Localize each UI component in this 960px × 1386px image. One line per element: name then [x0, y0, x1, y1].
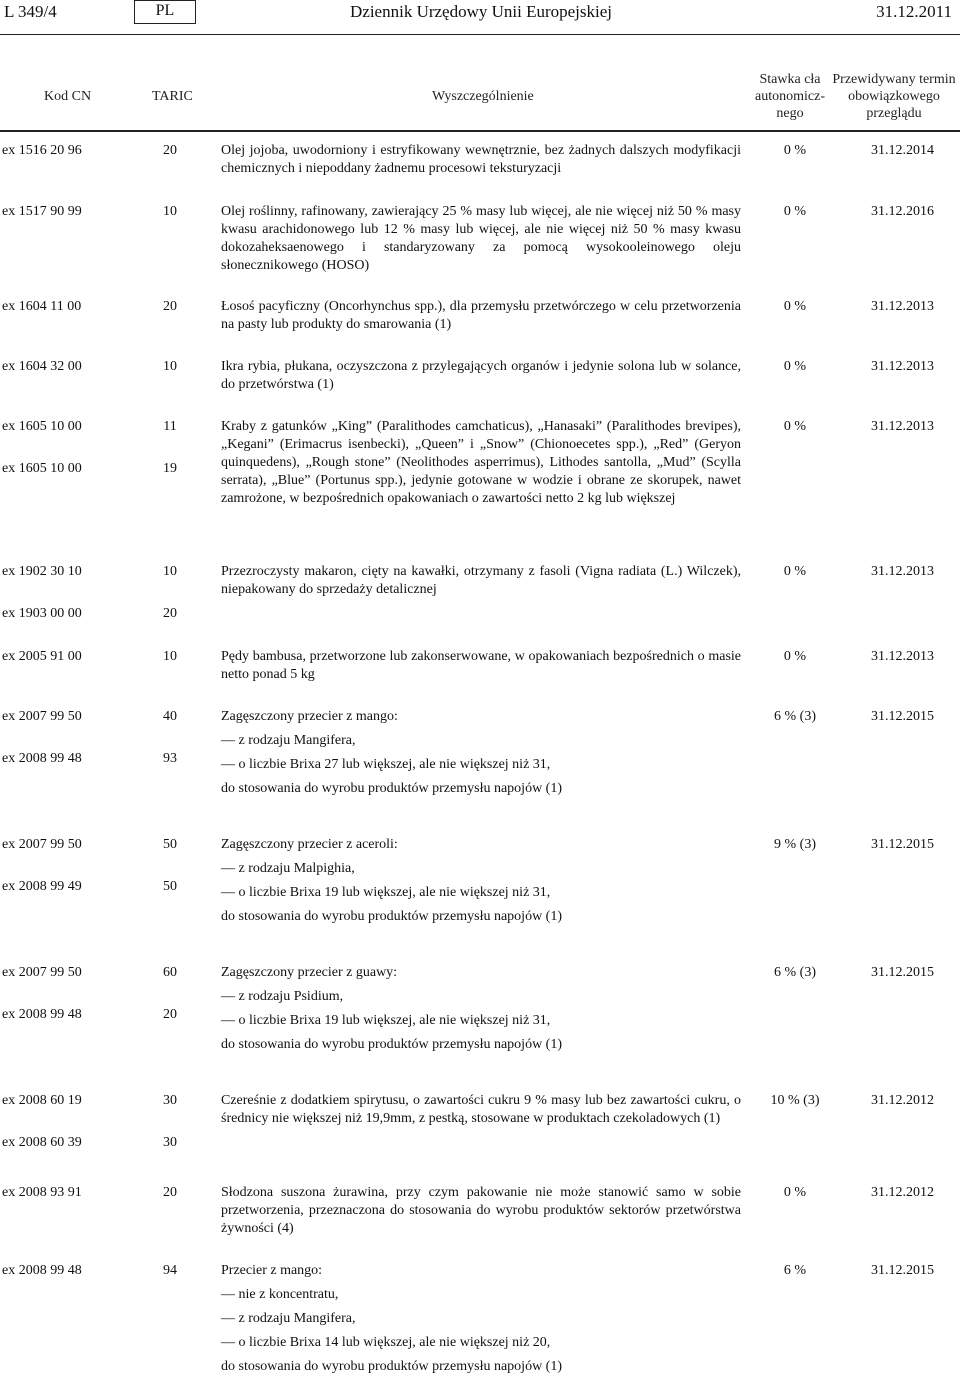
taric-code: 20 [163, 143, 177, 158]
description-line: Kraby z gatunków „King” (Paralithodes camchaticus), „Hanasaki” (Paralithodes brevipes), „Kegani” (Erimacrus isenbecki), „Queen” i „Snow” (Chionoecetes spp.), „Red” (Geryon quinquedens), „Rough stone” (Neolithodes asperrimus), Lithodes santolla, „Mud” (Scylla serrata), „Blue” (Portunus spp.), jedynie gotowane w wodzie i obrane ze skorupek, nawet zamrożone, w bezpośrednich opakowaniach o zawartości netto 2 kg lub większej [221, 419, 741, 506]
description-line: Olej roślinny, rafinowany, zawierający 25 % masy lub więcej, ale nie więcej niż 50 % masy kwasu arachidonowego lub 12 % masy lub więcej, ale nie więcej niż 50 % masy kwasu dokozaheksaenowego i standaryzowany za pomocą wysokooleinowego oleju słonecznikowego (HOSO) [221, 204, 741, 273]
duty-rate: 0 % [783, 359, 807, 374]
review-date: 31.12.2013 [871, 299, 934, 314]
taric-code: 50 [163, 837, 177, 852]
review-date: 31.12.2015 [871, 1263, 934, 1278]
taric-code: 50 [163, 879, 177, 894]
cn-code: ex 1605 10 00 [2, 419, 82, 434]
description-line: Zagęszczony przecier z aceroli: [221, 837, 398, 852]
journal-title: Dziennik Urzędowy Unii Europejskiej [350, 2, 613, 21]
taric-codes [140, 964, 200, 1048]
duty-rate: 0 % [783, 204, 807, 219]
review-date: 31.12.2012 [871, 1185, 934, 1200]
description [221, 418, 741, 508]
duty-rate: 6 % [783, 1263, 807, 1278]
description-line: Słodzona suszona żurawina, przy czym pakowanie nie może stanowić samo w sobie przetworzenia, przeznaczona do stosowania do wyrobu produktów sektorów przetwórstwa żywności (4) [221, 1185, 741, 1236]
review-date: 31.12.2012 [871, 1093, 934, 1108]
duty-rate: 6 % (3) [774, 709, 816, 724]
review-date: 31.12.2015 [871, 837, 934, 852]
duty-rate: 0 % [783, 419, 807, 434]
description [221, 964, 741, 1060]
review-date: 31.12.2014 [871, 143, 934, 158]
description [221, 563, 741, 599]
taric-code: 30 [163, 1093, 177, 1108]
description-line: do stosowania do wyrobu produktów przemysłu napojów (1) [221, 1359, 563, 1374]
cn-code: ex 1516 20 96 [2, 143, 82, 158]
cn-code: ex 2005 91 00 [2, 649, 82, 664]
cn-code: ex 1517 90 99 [2, 204, 82, 219]
taric-codes [140, 836, 200, 920]
taric-code: 94 [163, 1263, 177, 1278]
description-line: — o liczbie Brixa 27 lub większej, ale nie większej niż 31, [221, 757, 551, 772]
col-header-review: Przewidywany termin obowiązkowego przeglądu [832, 72, 956, 121]
description-line: do stosowania do wyrobu produktów przemysłu napojów (1) [221, 1037, 563, 1052]
header-rule [0, 34, 960, 35]
taric-codes [140, 142, 200, 184]
description [221, 708, 741, 804]
table-header-rule [0, 130, 960, 132]
cn-code: ex 1902 30 10 [2, 564, 82, 579]
taric-code: 19 [163, 461, 177, 476]
duty-rate: 6 % (3) [774, 965, 816, 980]
taric-code: 10 [163, 204, 177, 219]
review-date: 31.12.2015 [871, 709, 934, 724]
taric-codes [140, 1092, 200, 1176]
description [221, 1092, 741, 1128]
cn-code: ex 1604 11 00 [2, 299, 82, 314]
description [221, 298, 741, 334]
description-line: Przezroczysty makaron, cięty na kawałki, otrzymany z fasoli (Vigna radiata (L.) Wilczek), niepakowany do sprzedaży detalicznej [221, 564, 741, 597]
taric-code: 11 [163, 419, 177, 434]
description-line: Zagęszczony przecier z guawy: [221, 965, 398, 980]
cn-codes [2, 1262, 132, 1304]
cn-codes [2, 563, 132, 647]
cn-codes [2, 358, 132, 400]
description [221, 1262, 741, 1382]
description [221, 358, 741, 394]
description-line: — o liczbie Brixa 19 lub większej, ale nie większej niż 31, [221, 1013, 551, 1028]
duty-rate: 10 % (3) [770, 1093, 820, 1108]
taric-code: 10 [163, 649, 177, 664]
taric-codes [140, 418, 200, 502]
cn-codes [2, 1092, 132, 1176]
description-line: Olej jojoba, uwodorniony i estryfikowany wewnętrznie, bez żadnych dalszych modyfikacji chemicznych i niepoddany żadnemu procesowi teksturyzacji [221, 143, 741, 176]
description-line: do stosowania do wyrobu produktów przemysłu napojów (1) [221, 781, 563, 796]
taric-codes [140, 298, 200, 340]
cn-codes [2, 203, 132, 245]
taric-codes [140, 203, 200, 245]
language-box: PL [134, 0, 196, 24]
cn-code: ex 2008 99 48 [2, 751, 82, 766]
review-date: 31.12.2013 [871, 649, 934, 664]
page-header [0, 0, 960, 34]
taric-code: 20 [163, 299, 177, 314]
cn-codes [2, 418, 132, 502]
description [221, 203, 741, 275]
description [221, 1184, 741, 1238]
taric-code: 93 [163, 751, 177, 766]
cn-codes [2, 708, 132, 792]
review-date: 31.12.2015 [871, 965, 934, 980]
description-line: Czereśnie z dodatkiem spirytusu, o zawartości cukru 9 % masy lub bez zawartości cukru, o średnicy nie większej niż 19,9mm, z pestką, stosowane w produktach czekoladowych (1) [221, 1093, 741, 1126]
description-line: — o liczbie Brixa 19 lub większej, ale nie większej niż 31, [221, 885, 551, 900]
taric-code: 60 [163, 965, 177, 980]
cn-codes [2, 142, 132, 184]
col-header-cn: Kod CN [44, 89, 92, 104]
duty-rate: 0 % [783, 299, 807, 314]
taric-code: 20 [163, 606, 177, 621]
cn-code: ex 2007 99 50 [2, 965, 82, 980]
taric-codes [140, 563, 200, 647]
taric-codes [140, 358, 200, 400]
cn-code: ex 2008 60 19 [2, 1093, 82, 1108]
cn-codes [2, 836, 132, 920]
col-header-rate: Stawka cła autonomicznego [755, 72, 825, 121]
cn-codes [2, 298, 132, 340]
description-line: — z rodzaju Mangifera, [221, 733, 356, 748]
description-line: Zagęszczony przecier z mango: [221, 709, 398, 724]
taric-code: 40 [163, 709, 177, 724]
review-date: 31.12.2013 [871, 564, 934, 579]
cn-code: ex 2008 93 91 [2, 1185, 82, 1200]
review-date: 31.12.2013 [871, 359, 934, 374]
description-line: do stosowania do wyrobu produktów przemysłu napojów (1) [221, 909, 563, 924]
duty-rate: 0 % [783, 564, 807, 579]
review-date: 31.12.2016 [871, 204, 934, 219]
col-header-taric: TARIC [152, 89, 193, 104]
description [221, 836, 741, 932]
cn-code: ex 2007 99 50 [2, 709, 82, 724]
taric-code: 10 [163, 359, 177, 374]
issue-date: 31.12.2011 [876, 2, 952, 21]
review-date: 31.12.2013 [871, 419, 934, 434]
cn-code: ex 2008 60 39 [2, 1135, 82, 1150]
page-number: L 349/4 [4, 2, 57, 21]
taric-code: 20 [163, 1185, 177, 1200]
duty-rate: 9 % (3) [774, 837, 816, 852]
cn-code: ex 2008 99 48 [2, 1263, 82, 1278]
cn-code: ex 2007 99 50 [2, 837, 82, 852]
description-line: — z rodzaju Mangifera, [221, 1311, 356, 1326]
description-line: — o liczbie Brixa 14 lub większej, ale nie większej niż 20, [221, 1335, 551, 1350]
description-line: Ikra rybia, płukana, oczyszczona z przylegających organów i jedynie solona lub w solance, do przetwórstwa (1) [221, 359, 741, 392]
duty-rate: 0 % [783, 143, 807, 158]
cn-codes [2, 1184, 132, 1226]
cn-code: ex 1605 10 00 [2, 461, 82, 476]
taric-codes [140, 1262, 200, 1304]
taric-code: 10 [163, 564, 177, 579]
description-line: Przecier z mango: [221, 1263, 323, 1278]
description-line: Łosoś pacyficzny (Oncorhynchus spp.), dla przemysłu przetwórczego w celu przetworzenia na pasty lub produkty do smarowania (1) [221, 299, 741, 332]
duty-rate: 0 % [783, 649, 807, 664]
description-line: — nie z koncentratu, [221, 1287, 339, 1302]
cn-code: ex 1604 32 00 [2, 359, 82, 374]
taric-code: 30 [163, 1135, 177, 1150]
cn-codes [2, 964, 132, 1048]
cn-code: ex 1903 00 00 [2, 606, 82, 621]
taric-code: 20 [163, 1007, 177, 1022]
description [221, 142, 741, 178]
col-header-desc: Wyszczególnienie [432, 89, 534, 104]
cn-code: ex 2008 99 48 [2, 1007, 82, 1022]
description-line: — z rodzaju Malpighia, [221, 861, 355, 876]
description [221, 648, 741, 684]
taric-codes [140, 708, 200, 792]
taric-codes [140, 648, 200, 690]
taric-codes [140, 1184, 200, 1226]
description-line: — z rodzaju Psidium, [221, 989, 344, 1004]
cn-code: ex 2008 99 49 [2, 879, 82, 894]
description-line: Pędy bambusa, przetworzone lub zakonserwowane, w opakowaniach bezpośrednich o masie netto ponad 5 kg [221, 649, 741, 682]
cn-codes [2, 648, 132, 690]
duty-rate: 0 % [783, 1185, 807, 1200]
